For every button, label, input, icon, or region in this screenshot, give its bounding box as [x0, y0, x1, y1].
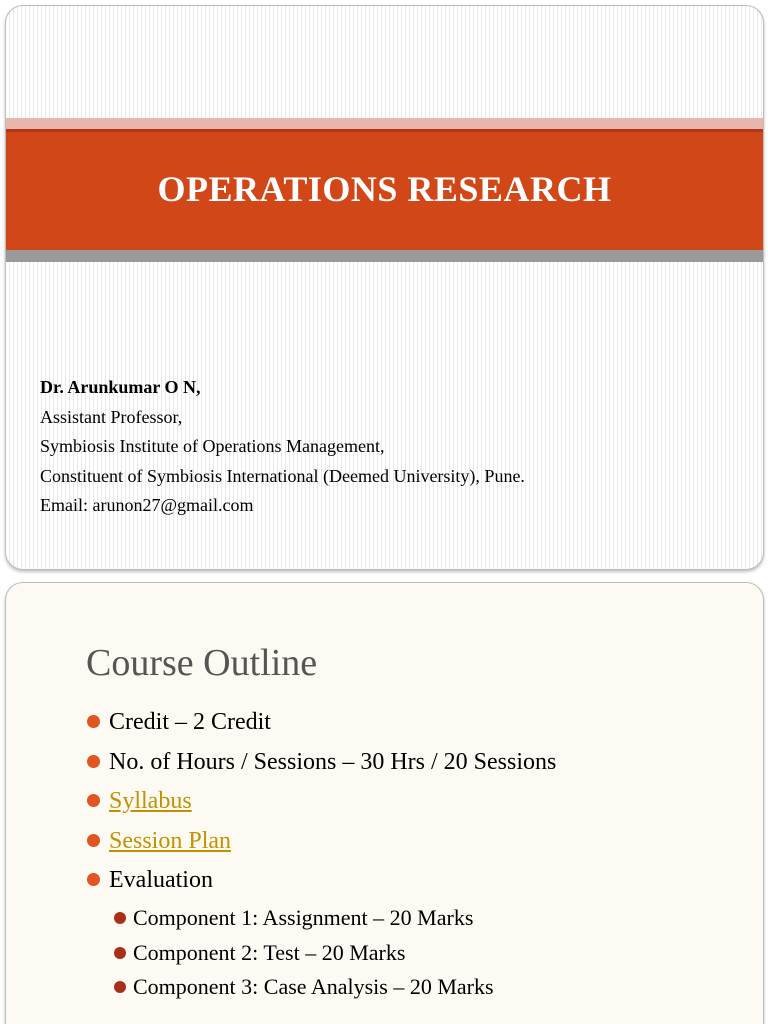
- sub-bullet-text: Component 3: Case Analysis – 20 Marks: [133, 974, 494, 999]
- bullet-session-plan: [86, 822, 556, 862]
- bullet-text: No. of Hours / Sessions – 30 Hrs / 20 Sessions: [109, 748, 557, 775]
- slide-1: [5, 5, 764, 570]
- outline-bullet-list: [86, 703, 556, 901]
- bullet-dot-icon: [87, 873, 100, 886]
- bullet-text: Evaluation: [109, 867, 213, 893]
- author-position: Assistant Professor,: [40, 406, 183, 427]
- sub-bullet-component-3: [112, 970, 494, 1005]
- author-name: Dr. Arunkumar O N,: [40, 377, 201, 397]
- bullet-hours: [86, 743, 556, 783]
- bullet-credit: [86, 703, 556, 743]
- bullet-dot-icon: [87, 715, 100, 728]
- title-band-top: [6, 118, 763, 129]
- slide-2: [5, 582, 764, 1024]
- sub-bullet-component-2: [112, 936, 494, 971]
- session-plan-link[interactable]: Session Plan: [109, 827, 232, 854]
- author-email: Email: arunon27@gmail.com: [40, 495, 254, 515]
- bullet-dot-icon: [87, 794, 100, 807]
- author-institute: Symbiosis Institute of Operations Management,: [40, 436, 385, 456]
- sub-bullet-dot-icon: [114, 912, 126, 924]
- author-university: Constituent of Symbiosis International (Deemed University), Pune.: [40, 465, 525, 486]
- syllabus-link[interactable]: Syllabus: [109, 788, 192, 814]
- sub-bullet-dot-icon: [114, 947, 126, 959]
- sub-bullet-dot-icon: [114, 981, 126, 993]
- title-bar: [6, 132, 763, 250]
- bullet-evaluation: [86, 861, 556, 901]
- sub-bullet-text: Component 2: Test – 20 Marks: [133, 939, 406, 965]
- bullet-text: Credit – 2 Credit: [109, 709, 271, 735]
- bullet-syllabus: [86, 782, 556, 822]
- sub-bullet-text: Component 1: Assignment – 20 Marks: [133, 905, 474, 930]
- sub-bullet-component-1: [112, 901, 494, 936]
- course-outline-heading: Course Outline: [86, 642, 318, 684]
- evaluation-sub-list: [112, 901, 494, 1005]
- title-band-bottom: [6, 250, 763, 262]
- bullet-dot-icon: [87, 834, 100, 847]
- slide-title: OPERATIONS RESEARCH: [157, 169, 612, 209]
- author-block: [40, 373, 525, 521]
- bullet-dot-icon: [87, 755, 100, 768]
